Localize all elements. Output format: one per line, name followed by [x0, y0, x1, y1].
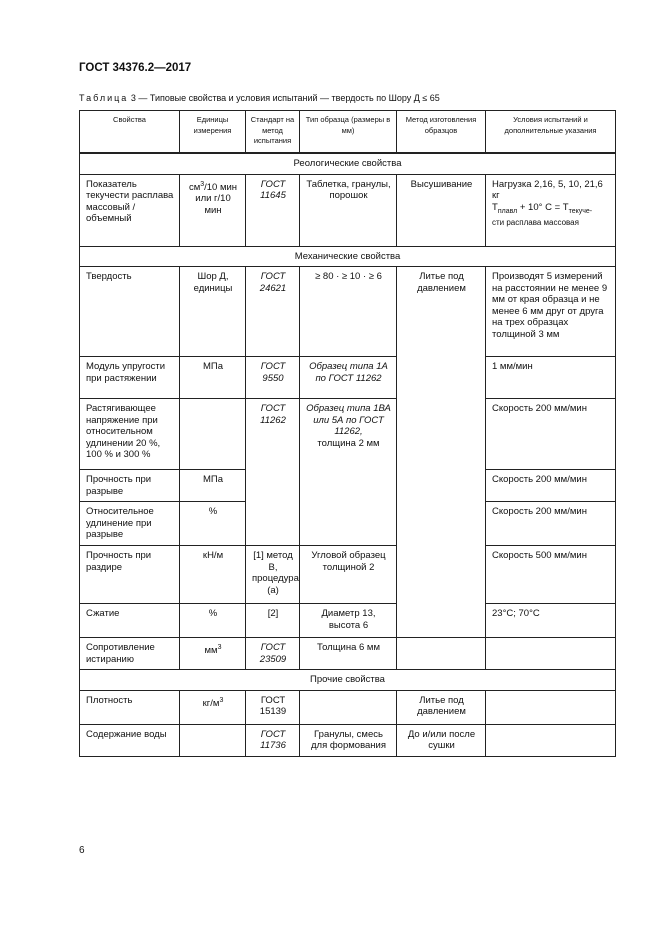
table-row	[80, 638, 616, 670]
cell-conditions: 23°C; 70°C	[486, 604, 616, 638]
cell-unit: МПа	[180, 470, 246, 502]
cell-specimen: Образец типа 1А по ГОСТ 11262	[300, 357, 397, 399]
cell-conditions: Производят 5 измерений на расстоянии не менее 9 мм от края образца и не менее 6 мм друг от друга на трех образцах толщиной 3 мм	[486, 267, 616, 357]
unit-sup: 3	[200, 180, 205, 188]
cell-conditions: 1 мм/мин	[486, 357, 616, 399]
document-header: ГОСТ 34376.2—2017	[79, 62, 192, 74]
cell-conditions	[486, 174, 616, 246]
table-row	[80, 357, 616, 399]
section-rheological: Реологические свойства	[80, 153, 616, 174]
table-row	[80, 604, 616, 638]
cell-conditions	[486, 690, 616, 724]
cell-unit	[180, 724, 246, 756]
table-caption	[79, 93, 440, 103]
cell-method: Литье под давлением	[397, 267, 486, 638]
cell-specimen: Толщина 6 мм	[300, 638, 397, 670]
col-header-method: Метод изготовления образцов	[397, 111, 486, 154]
cell-property: Плотность	[80, 690, 180, 724]
col-header-conditions: Условия испытаний и дополнительные указания	[486, 111, 616, 154]
cond-mid: + 10° С = Т	[517, 201, 569, 213]
table-row	[80, 690, 616, 724]
cell-specimen: Гранулы, смесь для формования	[300, 724, 397, 756]
cell-conditions: Скорость 500 мм/мин	[486, 546, 616, 604]
specimen-type: Образец типа 1ВА или 5А по ГОСТ 11262,	[306, 403, 391, 437]
cell-property: Содержание воды	[80, 724, 180, 756]
cell-conditions: Скорость 200 мм/мин	[486, 470, 616, 502]
page-number: 6	[79, 845, 85, 856]
table-row	[80, 546, 616, 604]
cell-unit: кН/м	[180, 546, 246, 604]
caption-number: 3	[130, 93, 136, 103]
cell-property: Твердость	[80, 267, 180, 357]
cell-unit	[180, 638, 246, 670]
cell-specimen	[300, 690, 397, 724]
specimen-thickness: толщина 2 мм	[317, 437, 380, 449]
cell-standard: ГОСТ 11736	[246, 724, 300, 756]
cell-property: Прочность при раздире	[80, 546, 180, 604]
cell-property: Прочность при разрыве	[80, 470, 180, 502]
cell-specimen: ≥ 80 · ≥ 10 · ≥ 6	[300, 267, 397, 357]
cell-unit	[180, 174, 246, 246]
cell-property: Модуль упругости при растяжении	[80, 357, 180, 399]
cell-specimen	[300, 399, 397, 546]
cell-standard: ГОСТ 24621	[246, 267, 300, 357]
cond-t2-sub: текуче-	[568, 207, 593, 215]
unit-main: кг/м	[202, 697, 220, 709]
col-header-property: Свойства	[80, 111, 180, 154]
cell-property: Показатель текучести расплава массовый / объемный	[80, 174, 180, 246]
cond-tail: сти расплава массовая	[492, 217, 579, 227]
section-mechanical: Механические свойства	[80, 246, 616, 267]
col-header-standard: Стандарт на метод испытания	[246, 111, 300, 154]
cell-method: Литье под давлением	[397, 690, 486, 724]
unit-main: см	[188, 181, 201, 193]
table-header-row	[80, 111, 616, 154]
table-row	[80, 724, 616, 756]
table-row	[80, 174, 616, 246]
cell-unit: Шор Д, единицы	[180, 267, 246, 357]
caption-text: — Типовые свойства и условия испытаний — твердость по Шору Д ≤ 65	[138, 93, 440, 103]
table-row	[80, 267, 616, 357]
unit-sup: 3	[217, 644, 222, 651]
cell-unit	[180, 690, 246, 724]
cond-load: Нагрузка 2,16, 5, 10, 21,6 кг	[492, 178, 603, 201]
cond-t1-sub: плавл	[497, 207, 518, 215]
cell-standard: ГОСТ 9550	[246, 357, 300, 399]
cell-standard: ГОСТ 15139	[246, 690, 300, 724]
cell-method: Высушивание	[397, 174, 486, 246]
cell-standard: [2]	[246, 604, 300, 638]
caption-prefix: Таблица	[79, 93, 129, 103]
cell-property: Относительное удлинение при разрыве	[80, 502, 180, 546]
cell-property: Сжатие	[80, 604, 180, 638]
cell-method: До и/или после сушки	[397, 724, 486, 756]
cell-unit: %	[180, 502, 246, 546]
col-header-unit: Единицы измерения	[180, 111, 246, 154]
cell-specimen: Таблетка, гранулы, порошок	[300, 174, 397, 246]
cell-method	[397, 638, 486, 670]
cell-standard: ГОСТ 11262	[246, 399, 300, 546]
cell-conditions	[486, 638, 616, 670]
cell-standard: [1] метод В, процедура (a)	[246, 546, 300, 604]
cell-property: Сопротивление истиранию	[80, 638, 180, 670]
cell-standard: ГОСТ 23509	[246, 638, 300, 670]
col-header-specimen: Тип образца (размеры в мм)	[300, 111, 397, 154]
unit-rest: /10 мин или г/10 мин	[195, 181, 238, 216]
unit-sup: 3	[219, 696, 224, 704]
cond-t1: Т	[492, 201, 498, 213]
section-other: Прочие свойства	[80, 670, 616, 691]
table-row	[80, 399, 616, 470]
cell-specimen: Диаметр 13, высота 6	[300, 604, 397, 638]
cell-property: Растягивающее напряжение при относительном удлинении 20 %, 100 % и 300 %	[80, 399, 180, 470]
cell-unit: %	[180, 604, 246, 638]
cell-unit: МПа	[180, 357, 246, 399]
cell-specimen: Угловой образец толщиной 2	[300, 546, 397, 604]
cell-standard: ГОСТ 11645	[246, 174, 300, 246]
cell-unit	[180, 399, 246, 470]
cell-conditions: Скорость 200 мм/мин	[486, 399, 616, 470]
cell-conditions	[486, 724, 616, 756]
properties-table	[79, 110, 616, 757]
cell-conditions: Скорость 200 мм/мин	[486, 502, 616, 546]
unit-main: мм	[204, 645, 218, 657]
